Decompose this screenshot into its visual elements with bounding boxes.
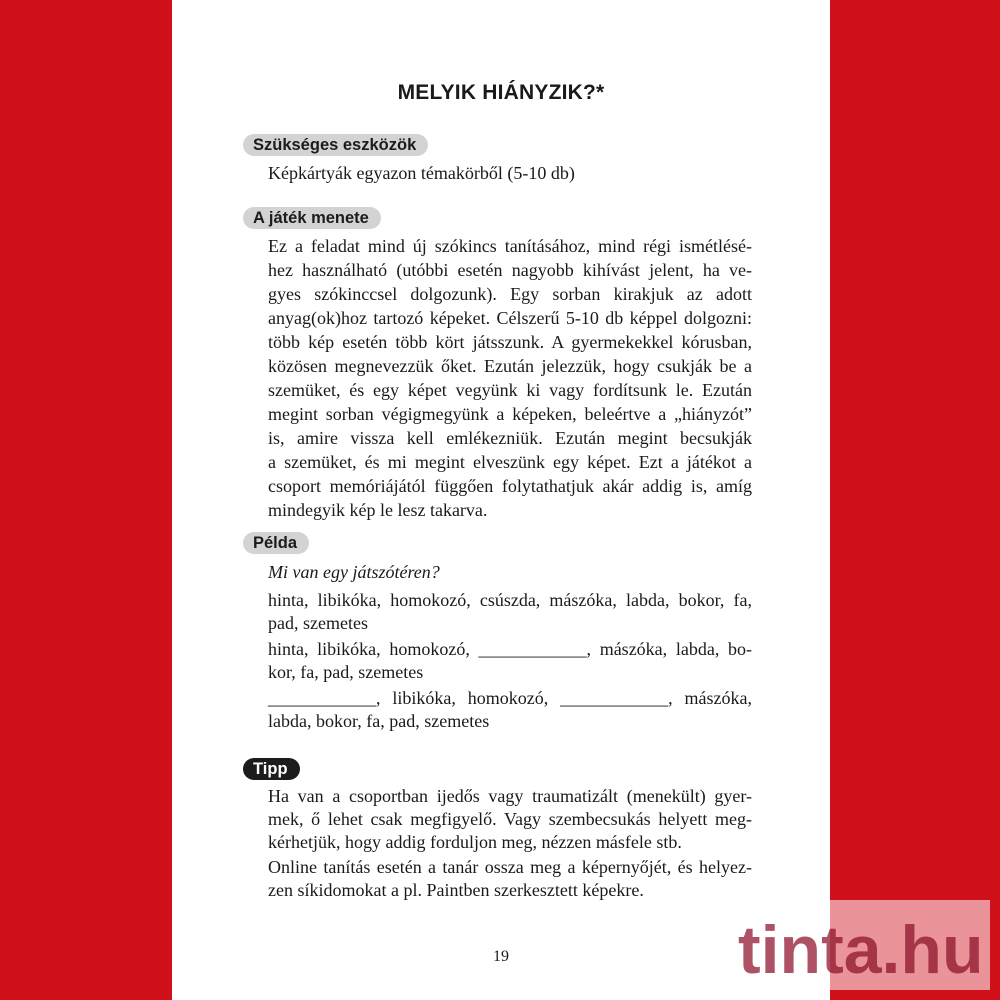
text-line: hinta, libikóka, homokozó, ____________, mászóka, labda, bo-	[268, 639, 752, 659]
text-line: Mi van egy játszótéren?	[268, 562, 440, 582]
text-line: kérhetjük, hogy addig forduljon meg, nézzen másfele stb.	[268, 832, 682, 852]
text-line: Ha van a csoportban ijedős vagy traumatizált (menekült) gyer-	[268, 786, 752, 806]
text-line: gyes szókinccsel dolgozunk). Egy sorban kirakjuk az adott	[268, 284, 752, 304]
paragraph	[268, 856, 752, 902]
section-label-example: Példa	[243, 532, 309, 554]
paragraph	[268, 687, 752, 733]
text-line: több kép esetén több kört játsszunk. A gyermekekkel kórusban,	[268, 332, 752, 352]
text-line: anyag(ok)hoz tartozó képeket. Célszerű 5-10 db képpel dolgozni:	[268, 308, 752, 328]
section-label-game-flow: A játék menete	[243, 207, 381, 229]
text-line: is, amire vissza kell emlékezniük. Ezután megint becsukják	[268, 428, 752, 448]
example-question	[268, 560, 752, 584]
text-line: kor, fa, pad, szemetes	[268, 662, 424, 682]
text-line: közösen megnevezzük őket. Ezután jelezzük, hogy csukják be a	[268, 356, 752, 376]
watermark-logo: tinta.hu	[738, 912, 984, 988]
section-label-required-tools: Szükséges eszközök	[243, 134, 428, 156]
text-line: hinta, libikóka, homokozó, csúszda, mászóka, labda, bokor, fa,	[268, 590, 752, 610]
paragraph	[268, 638, 752, 684]
text-line: hez használható (utóbbi esetén nagyobb kihívást jelent, ha ve-	[268, 260, 752, 280]
paragraph	[268, 234, 752, 522]
text-line: Képkártyák egyazon témakörből (5-10 db)	[268, 163, 575, 183]
text-line: szemüket, és egy képet vegyünk ki vagy fordítsunk le. Ezután	[268, 380, 752, 400]
text-line: Ez a feladat mind új szókincs tanításához, mind régi ismétlésé-	[268, 236, 752, 256]
text-line: pad, szemetes	[268, 613, 368, 633]
page-number: 19	[493, 948, 509, 965]
text-line: csoport memóriájától függően folytathatjuk akár addig is, amíg	[268, 476, 752, 496]
paragraph	[268, 161, 752, 185]
paragraph	[268, 589, 752, 635]
paragraph	[268, 785, 752, 854]
text-line: mindegyik kép le lesz takarva.	[268, 500, 488, 520]
text-line: zen síkidomokat a pl. Paintben szerkesztett képekre.	[268, 880, 644, 900]
text-line: labda, bokor, fa, pad, szemetes	[268, 711, 490, 731]
page-title: MELYIK HIÁNYZIK?*	[397, 81, 605, 104]
text-line: megint sorban végigmegyünk a képeken, beleértve a „hiányzót”	[268, 404, 752, 424]
text-line: ____________, libikóka, homokozó, ____________, mászóka,	[268, 688, 752, 708]
text-line: mek, ő lehet csak megfigyelő. Vagy szembecsukás helyett meg-	[268, 809, 752, 829]
text-line: Online tanítás esetén a tanár ossza meg a képernyőjét, és helyez-	[268, 857, 752, 877]
book-page	[172, 0, 830, 1000]
section-label-tip: Tipp	[243, 758, 300, 780]
text-line: a szemüket, és mi megint elveszünk egy képet. Ezt a játékot a	[268, 452, 752, 472]
